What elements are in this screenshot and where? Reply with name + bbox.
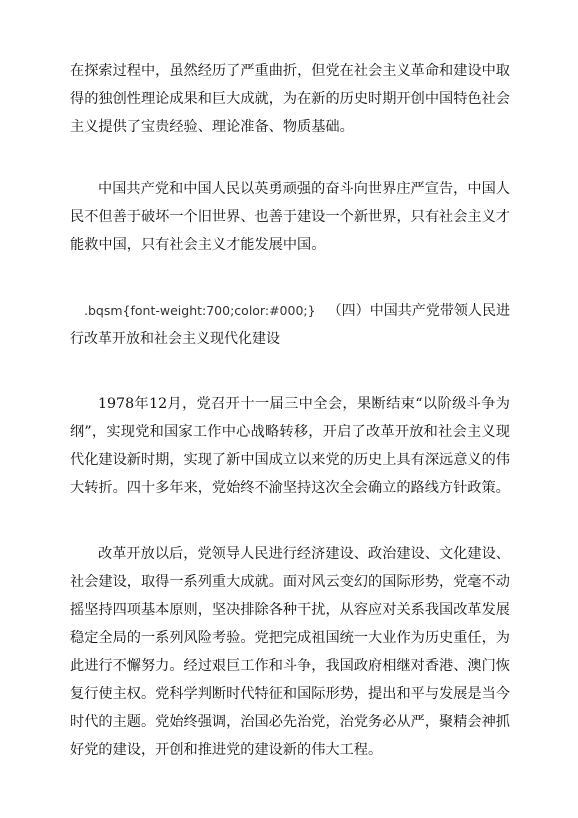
- paragraph-exploration: 在探索过程中，虽然经历了严重曲折，但党在社会主义革命和建设中取得的独创性理论成果和巨大成就，为在新的历史时期开创中国特色社会主义提供了宝贵经验、理论准备、物质基础。: [70, 63, 510, 135]
- paragraph-declaration: 中国共产党和中国人民以英勇顽强的奋斗向世界庄严宣告，中国人民不但善于破坏一个旧世界、也善于建设一个新世界，只有社会主义才能救中国，只有社会主义才能发展中国。: [70, 181, 510, 253]
- paragraph-third-plenum: 1978年12月，党召开十一届三中全会，果断结束“以阶级斗争为纲”，实现党和国家工作中心战略转移，开启了改革开放和社会主义现代化建设新时期，实现了新中国成立以来党的历史上具有深远意义的伟大转折。四十多年来，党始终不渝坚持这次全会确立的路线方针政策。: [70, 396, 510, 496]
- section-heading: （四）中国共产党带领人民进行改革开放和社会主义现代化建设: [70, 303, 510, 347]
- section-heading-line: [70, 297, 510, 353]
- paragraph-reform-opening: 改革开放以后，党领导人民进行经济建设、政治建设、文化建设、社会建设，取得一系列重大成就。面对风云变幻的国际形势，党毫不动摇坚持四项基本原则，坚决排除各种干扰，从容应对关系我国改革发展稳定全局的一系列风险考验。党把完成祖国统一大业作为历史重任，为此进行不懈努力。经过艰巨工作和斗争，我国政府相继对香港、澳门恢复行使主权。党科学判断时代特征和国际形势，提出和平与发展是当今时代的主题。党始终强调，治国必先治党，治党务必从严，聚精会神抓好党的建设，开创和推进党的建设新的伟大工程。: [70, 546, 510, 758]
- stray-css-text: .bqsm{font-weight:700;color:#000;}: [84, 303, 316, 318]
